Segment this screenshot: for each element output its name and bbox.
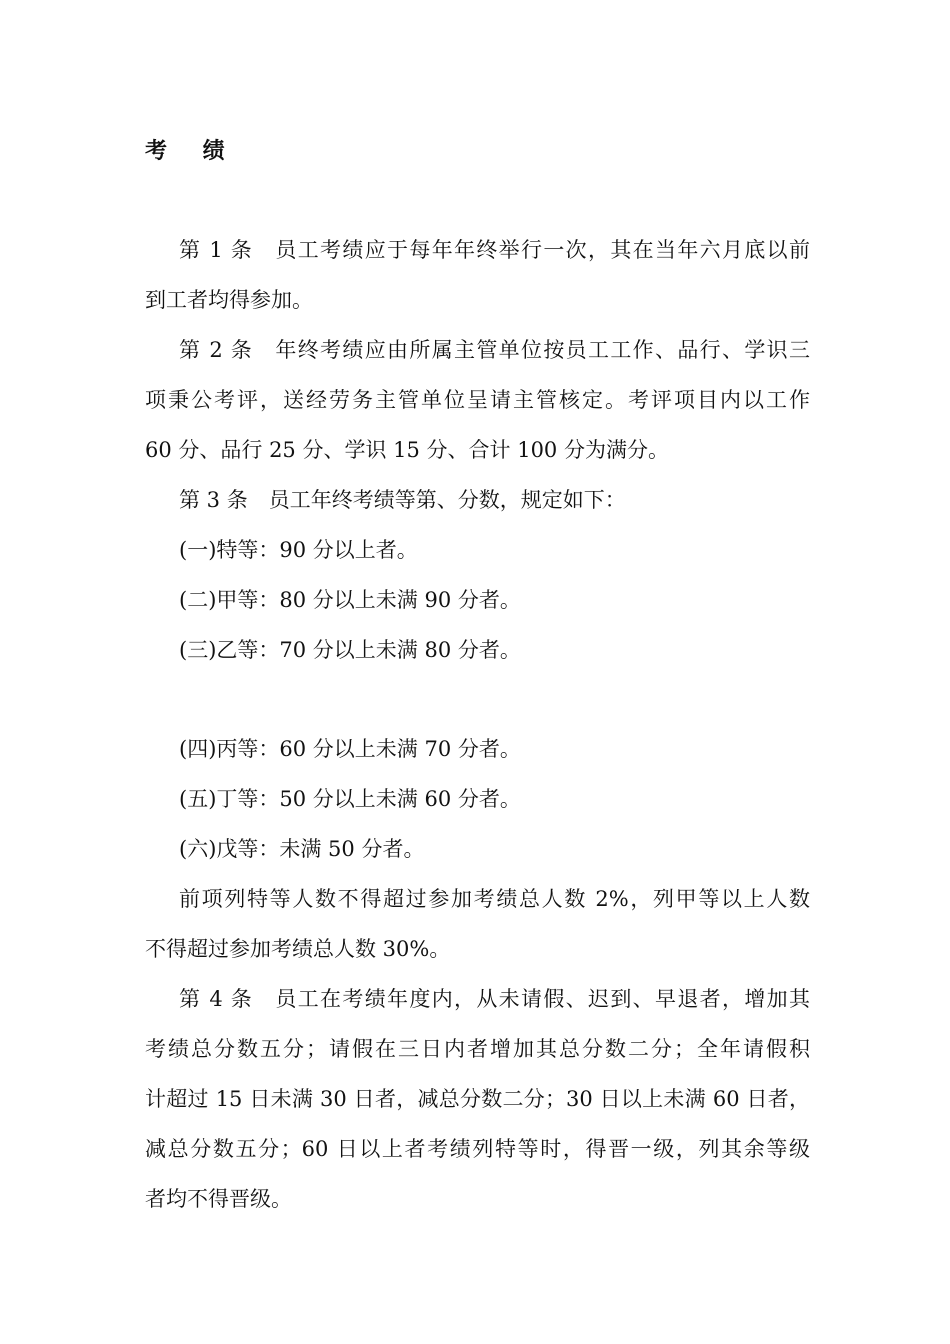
article-1-line-2: 到工者均得参加。 xyxy=(145,288,313,312)
grade-item-6: (六)戊等：未满 50 分者。 xyxy=(179,837,425,861)
article-4-line-3: 计超过 15 日未满 30 日者，减总分数二分；30 日以上未满 60 日者， xyxy=(145,1087,810,1111)
grade-item-5: (五)丁等：50 分以上未满 60 分者。 xyxy=(179,787,521,811)
document-title: 考 绩 xyxy=(145,138,239,164)
grade-item-4: (四)丙等：60 分以上未满 70 分者。 xyxy=(179,737,521,761)
article-4-line-5: 者均不得晋级。 xyxy=(145,1187,292,1211)
article-4-line-1: 第 4 条 员工在考绩年度内，从未请假、迟到、早退者，增加其 xyxy=(179,987,810,1011)
article-2-line-2: 项秉公考评，送经劳务主管单位呈请主管核定。考评项目内以工作 xyxy=(145,388,810,412)
article-4-line-2: 考绩总分数五分；请假在三日内者增加其总分数二分；全年请假积 xyxy=(145,1037,810,1061)
article-2-line-3: 60 分、品行 25 分、学识 15 分、合计 100 分为满分。 xyxy=(145,438,669,462)
article-1-line-1: 第 1 条 员工考绩应于每年年终举行一次，其在当年六月底以前 xyxy=(179,238,810,262)
grade-item-3: (三)乙等：70 分以上未满 80 分者。 xyxy=(179,638,521,662)
quota-note-line-2: 不得超过参加考绩总人数 30%。 xyxy=(145,937,451,961)
grade-item-1: (一)特等：90 分以上者。 xyxy=(179,538,418,562)
grade-item-2: (二)甲等：80 分以上未满 90 分者。 xyxy=(179,588,521,612)
quota-note-line-1: 前项列特等人数不得超过参加考绩总人数 2%，列甲等以上人数 xyxy=(179,887,810,911)
article-3-line-1: 第 3 条 员工年终考绩等第、分数，规定如下： xyxy=(179,488,626,512)
article-4-line-4: 减总分数五分；60 日以上者考绩列特等时，得晋一级，列其余等级 xyxy=(145,1137,810,1161)
article-2-line-1: 第 2 条 年终考绩应由所属主管单位按员工工作、品行、学识三 xyxy=(179,338,810,362)
